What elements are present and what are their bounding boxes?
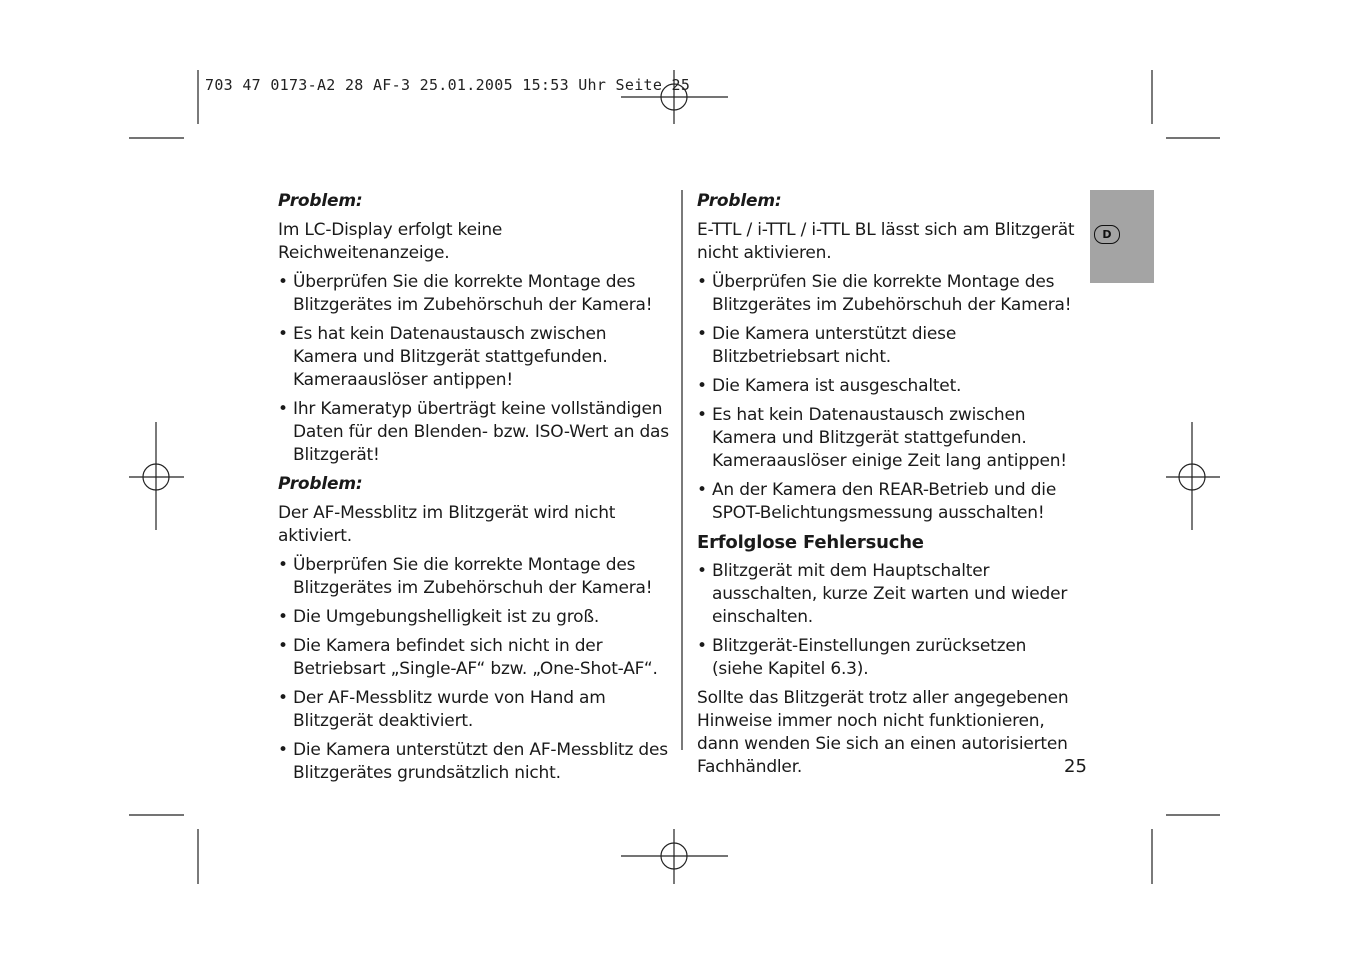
registration-mark-right (1166, 422, 1220, 530)
list-item: • Es hat kein Datenaustausch zwischen Kamera und Blitzgerät stattgefunden. Kameraauslöser antippen! (278, 323, 670, 392)
closing-paragraph: Sollte das Blitzgerät trotz aller angegebenen Hinweise immer noch nicht funktionieren, dann wenden Sie sich an einen autorisierten Fachhändler. (697, 688, 1069, 777)
list-item: • Die Kamera ist ausgeschaltet. (697, 375, 1082, 398)
problem-description: Im LC-Display erfolgt keine Reichweitenanzeige. (278, 220, 503, 263)
problem-description: Der AF-Messblitz im Blitzgerät wird nicht aktiviert. (278, 503, 616, 546)
problem-heading: Problem: (278, 474, 363, 494)
list-item: • Überprüfen Sie die korrekte Montage des Blitzgerätes im Zubehörschuh der Kamera! (278, 554, 670, 600)
language-tab (1090, 190, 1154, 283)
list-item: • An der Kamera den REAR-Betrieb und die SPOT-Belichtungsmessung ausschalten! (697, 479, 1082, 525)
solution-list (697, 271, 1082, 525)
list-item: • Überprüfen Sie die korrekte Montage des Blitzgerätes im Zubehörschuh der Kamera! (697, 271, 1082, 317)
solution-list (278, 271, 670, 467)
registration-mark-bottom (621, 829, 728, 884)
list-item: • Ihr Kameratyp überträgt keine vollständigen Daten für den Blenden- bzw. ISO-Wert an das Blitzgerät! (278, 398, 670, 467)
list-item: • Blitzgerät-Einstellungen zurücksetzen (siehe Kapitel 6.3). (697, 635, 1082, 681)
list-item: • Die Kamera unterstützt diese Blitzbetriebsart nicht. (697, 323, 1082, 369)
solution-list (697, 560, 1082, 681)
list-item: • Die Umgebungshelligkeit ist zu groß. (278, 606, 670, 629)
list-item: • Die Kamera unterstützt den AF-Messblitz des Blitzgerätes grundsätzlich nicht. (278, 739, 670, 785)
problem-description: E-TTL / i-TTL / i-TTL BL lässt sich am Blitzgerät nicht aktivieren. (697, 220, 1075, 263)
list-item: • Der AF-Messblitz wurde von Hand am Blitzgerät deaktiviert. (278, 687, 670, 733)
print-slug: 703 47 0173-A2 28 AF-3 25.01.2005 15:53 Uhr Seite 25 (205, 76, 691, 94)
language-badge: D (1094, 225, 1120, 244)
left-column (278, 190, 670, 791)
list-item: • Es hat kein Datenaustausch zwischen Kamera und Blitzgerät stattgefunden. Kameraauslöser einige Zeit lang antippen! (697, 404, 1082, 473)
list-item: • Blitzgerät mit dem Hauptschalter ausschalten, kurze Zeit warten und wieder einschalten. (697, 560, 1082, 629)
right-column (697, 190, 1082, 785)
solution-list (278, 554, 670, 785)
page-number: 25 (1064, 756, 1087, 777)
list-item: • Überprüfen Sie die korrekte Montage des Blitzgerätes im Zubehörschuh der Kamera! (278, 271, 670, 317)
registration-mark-left (129, 422, 184, 530)
problem-heading: Problem: (697, 191, 782, 211)
section-heading: Erfolglose Fehlersuche (697, 532, 924, 553)
list-item: • Die Kamera befindet sich nicht in der Betriebsart „Single-AF“ bzw. „One-Shot-AF“. (278, 635, 670, 681)
problem-heading: Problem: (278, 191, 363, 211)
